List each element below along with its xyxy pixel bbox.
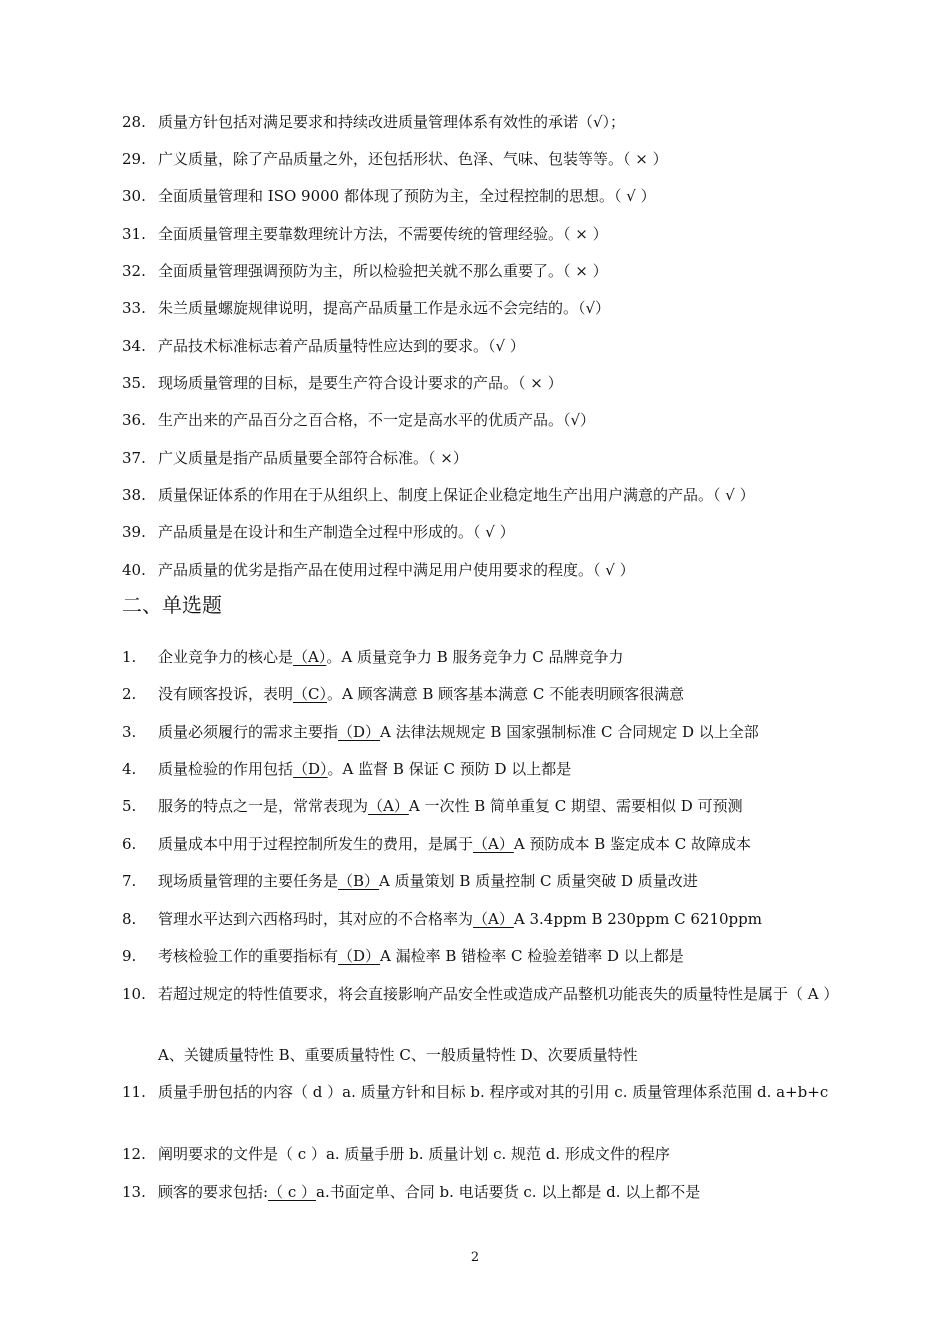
options-text: A 一次性 B 简单重复 C 期望、需要相似 D 可预测	[408, 797, 743, 815]
mc-item-7	[122, 869, 837, 893]
options-text: a.书面定单、合同 b. 电话要货 c. 以上都是 d. 以上都不是	[316, 1183, 701, 1201]
item-number: 32.	[122, 262, 146, 280]
item-number: 33.	[122, 299, 146, 317]
answer: （B）	[338, 872, 380, 890]
item-text: 朱兰质量螺旋规律说明，提高产品质量工作是永远不会完结的。（√）	[158, 299, 611, 317]
question-text: 企业竞争力的核心是	[158, 648, 294, 666]
item-number: 11.	[122, 1083, 146, 1101]
mc-item-10	[122, 982, 837, 1006]
tf-item-37	[122, 446, 837, 470]
item-text: 全面质量管理强调预防为主，所以检验把关就不那么重要了。（ × ）	[158, 262, 608, 280]
options-text: A 法律法规规定 B 国家强制标准 C 合同规定 D 以上全部	[380, 723, 759, 741]
question-text: 质量检验的作用包括	[158, 760, 294, 778]
item-number: 10.	[122, 985, 146, 1003]
question-text: 阐明要求的文件是（ c ）a. 质量手册 b. 质量计划 c. 规范 d. 形成文件的程序	[158, 1145, 670, 1163]
mc-item-12	[122, 1142, 837, 1166]
question-text: 质量成本中用于过程控制所发生的费用，是属于	[158, 835, 474, 853]
item-number: 5.	[122, 797, 137, 815]
item-text: 广义质量是指产品质量要全部符合标准。（ ×）	[158, 449, 468, 467]
question-text: 质量手册包括的内容（ d ）a. 质量方针和目标 b. 程序或对其的引用 c. 质量管理体系范围 d. a+b+c	[158, 1083, 829, 1101]
item-number: 28.	[122, 113, 146, 131]
mc-item-4	[122, 757, 837, 781]
item-number: 31.	[122, 225, 146, 243]
item-number: 9.	[122, 947, 137, 965]
item-text: 全面质量管理主要靠数理统计方法，不需要传统的管理经验。（ × ）	[158, 225, 608, 243]
answer: （A）	[473, 835, 514, 853]
options-text: A 质量策划 B 质量控制 C 质量突破 D 质量改进	[379, 872, 698, 890]
options-text: A 漏检率 B 错检率 C 检验差错率 D 以上都是	[380, 947, 684, 965]
mc-item-2	[122, 682, 837, 706]
tf-item-34	[122, 334, 837, 358]
item-number: 3.	[122, 723, 137, 741]
answer: （C）	[293, 685, 327, 703]
item-number: 12.	[122, 1145, 146, 1163]
question-text: 管理水平达到六西格玛时，其对应的不合格率为	[158, 910, 474, 928]
question-text: 没有顾客投诉，表明	[158, 685, 294, 703]
mc-item-3	[122, 720, 837, 744]
item-number: 13.	[122, 1183, 146, 1201]
item-number: 39.	[122, 523, 146, 541]
options-text: 。A 质量竞争力 B 服务竞争力 C 品牌竞争力	[326, 648, 624, 666]
item-number: 29.	[122, 150, 146, 168]
question-text: 顾客的要求包括:	[158, 1183, 269, 1201]
mc-item-6	[122, 832, 837, 856]
tf-item-33	[122, 296, 837, 320]
answer: （A）	[368, 797, 409, 815]
item-number: 36.	[122, 411, 146, 429]
tf-item-40	[122, 558, 837, 582]
answer: （D）	[293, 760, 328, 778]
item-text: 质量保证体系的作用在于从组织上、制度上保证企业稳定地生产出用户满意的产品。（ √ ）	[158, 486, 755, 504]
mc-item-9	[122, 944, 837, 968]
mc-item-10-options: A、关键质量特性 B、重要质量特性 C、一般质量特性 D、次要质量特性	[158, 1046, 638, 1064]
mc-item-5	[122, 794, 837, 818]
options-text: 。A 监督 B 保证 C 预防 D 以上都是	[327, 760, 572, 778]
item-number: 34.	[122, 337, 146, 355]
question-text: 考核检验工作的重要指标有	[158, 947, 339, 965]
tf-item-35	[122, 371, 837, 395]
mc-item-8	[122, 907, 837, 931]
item-number: 30.	[122, 187, 146, 205]
item-text: 广义质量，除了产品质量之外，还包括形状、色泽、气味、包装等等。（ × ）	[158, 150, 668, 168]
question-text: 若超过规定的特性值要求，将会直接影响产品安全性或造成产品整机功能丧失的质量特性是属于（ A ）	[158, 985, 839, 1003]
item-number: 6.	[122, 835, 137, 853]
page-number: 2	[470, 1250, 480, 1265]
item-text: 质量方针包括对满足要求和持续改进质量管理体系有效性的承诺（√）；	[158, 113, 626, 131]
item-text: 现场质量管理的目标，是要生产符合设计要求的产品。（ × ）	[158, 374, 563, 392]
item-number: 37.	[122, 449, 146, 467]
options-text: A 3.4ppm B 230ppm C 6210ppm	[513, 910, 762, 928]
tf-item-31	[122, 222, 837, 246]
item-text: 产品质量是在设计和生产制造全过程中形成的。（ √ ）	[158, 523, 515, 541]
item-number: 8.	[122, 910, 137, 928]
mc-item-11	[122, 1080, 837, 1104]
item-text: 生产出来的产品百分之百合格，不一定是高水平的优质产品。（√）	[158, 411, 596, 429]
options-text: 。A 顾客满意 B 顾客基本满意 C 不能表明顾客很满意	[327, 685, 685, 703]
answer: （D）	[338, 723, 381, 741]
item-number: 4.	[122, 760, 137, 778]
answer: （ c ）	[268, 1183, 316, 1201]
tf-item-38	[122, 483, 837, 507]
tf-item-30	[122, 184, 837, 208]
mc-item-1	[122, 645, 837, 669]
tf-item-29	[122, 147, 837, 171]
item-number: 1.	[122, 648, 137, 666]
tf-item-39	[122, 520, 837, 544]
item-text: 全面质量管理和 ISO 9000 都体现了预防为主，全过程控制的思想。（ √ ）	[158, 187, 656, 205]
tf-item-36	[122, 408, 837, 432]
answer: （A）	[293, 648, 327, 666]
item-number: 38.	[122, 486, 146, 504]
tf-item-28	[122, 110, 837, 134]
item-text: 产品技术标准标志着产品质量特性应达到的要求。（√ ）	[158, 337, 525, 355]
options-text: A 预防成本 B 鉴定成本 C 故障成本	[513, 835, 752, 853]
section-title: 二、单选题	[122, 593, 222, 617]
item-number: 7.	[122, 872, 137, 890]
mc-item-13	[122, 1180, 837, 1204]
tf-item-32	[122, 259, 837, 283]
answer: （D）	[338, 947, 381, 965]
answer: （A）	[473, 910, 514, 928]
item-number: 35.	[122, 374, 146, 392]
question-text: 服务的特点之一是，常常表现为	[158, 797, 369, 815]
question-text: 质量必须履行的需求主要指	[158, 723, 339, 741]
item-number: 40.	[122, 561, 146, 579]
item-text: 产品质量的优劣是指产品在使用过程中满足用户使用要求的程度。（ √ ）	[158, 561, 635, 579]
question-text: 现场质量管理的主要任务是	[158, 872, 339, 890]
item-number: 2.	[122, 685, 137, 703]
